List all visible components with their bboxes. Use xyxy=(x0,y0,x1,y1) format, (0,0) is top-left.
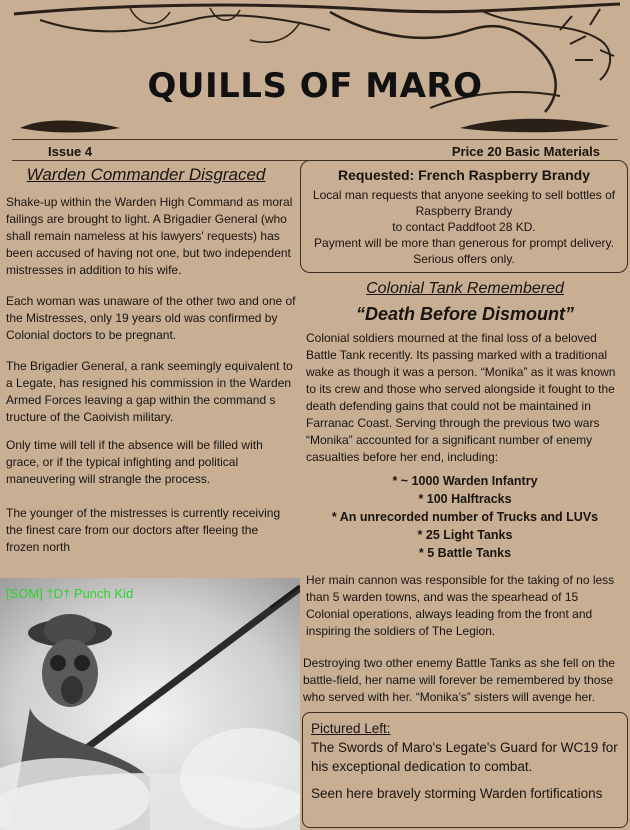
request-box-line: Local man requests that anyone seeking to sell bottles of Raspberry Brandy xyxy=(312,188,616,218)
casualty-list xyxy=(300,472,630,562)
request-box-line: Serious offers only. xyxy=(413,252,515,266)
right-article-paragraph: Her main cannon was responsible for the taking of no less than 5 warden towns, and was the spearhead of 15 Colonial operations, always leading from the front and inspiring the soldiers of The Legion. xyxy=(306,573,615,638)
request-box xyxy=(300,160,628,273)
request-box-title: Requested: French Raspberry Brandy xyxy=(337,167,591,183)
right-article-headline: Colonial Tank Remembered xyxy=(366,280,564,297)
casualty-item: * ~ 1000 Warden Infantry xyxy=(392,474,538,488)
issue-number: Issue 4 xyxy=(48,144,93,159)
right-article-intro: Colonial soldiers mourned at the final loss of a beloved Battle Tank recently. Its passing marked with a traditional wake as though it was a person. “Monika” as it was known to its crew and those who served alongside it fought to the death defending gains that could not be maintained in Farranac Coast. Serving through the previous two wars “Monika” accounted for a significant number of enemy casualties before her end, including: xyxy=(306,331,616,464)
casualty-item: * 5 Battle Tanks xyxy=(418,546,512,560)
casualty-item: * 25 Light Tanks xyxy=(417,528,513,542)
left-article-paragraph: The Brigadier General, a rank seemingly equivalent to a Legate, has resigned his commission in the Warden Armed Forces leaving a gap within the command s tructure of the Caoivish military. xyxy=(6,359,293,424)
left-article-paragraph: Only time will tell if the absence will be filled with grace, or if the typical infighting and political maneuvering will strangle the process. xyxy=(6,438,263,486)
right-article-paragraph: Destroying two other enemy Battle Tanks as she fell on the battle-field, her name will forever be remembered by those who served with her. “Monika’s” sisters will avenge her. xyxy=(303,656,615,704)
caption-heading: Pictured Left: xyxy=(311,721,391,736)
left-article-paragraph: Shake-up within the Warden High Command as moral failings are brought to light. A Brigadier General (who shall remain nameless at his lawyers' requests) has been accused of having not one, but two independent mistresses in addition to his wife. xyxy=(6,195,293,277)
caption-text: Seen here bravely storming Warden fortifications xyxy=(311,786,603,801)
request-box-line: Payment will be more than generous for prompt delivery. xyxy=(314,236,614,250)
caption-text: The Swords of Maro's Legate's Guard for WC19 for his exceptional dedication to combat. xyxy=(311,740,618,774)
photo-tag: [SOM] †D† Punch Kid xyxy=(6,586,134,601)
left-article-headline: Warden Commander Disgraced xyxy=(26,165,266,184)
right-article-subheadline: “Death Before Dismount” xyxy=(355,304,575,324)
casualty-item: * An unrecorded number of Trucks and LUVs xyxy=(331,510,599,524)
left-article-paragraph: Each woman was unaware of the other two and one of the Mistresses, only 19 years old was confirmed by Colonial doctors to be pregnant. xyxy=(6,294,296,342)
request-box-line: to contact Paddfoot 28 KD. xyxy=(392,220,536,234)
soldier-photo xyxy=(0,578,300,830)
masthead-title: QUILLS OF MARO xyxy=(147,66,483,106)
caption-box xyxy=(302,712,628,828)
masthead-rule-top xyxy=(12,139,618,140)
issue-price: Price 20 Basic Materials xyxy=(451,144,600,159)
casualty-item: * 100 Halftracks xyxy=(418,492,512,506)
soldier-gasmask-image xyxy=(0,578,300,830)
left-article-paragraph: The younger of the mistresses is currently receiving the finest care from our doctors after fleeing the frozen north xyxy=(6,506,281,554)
